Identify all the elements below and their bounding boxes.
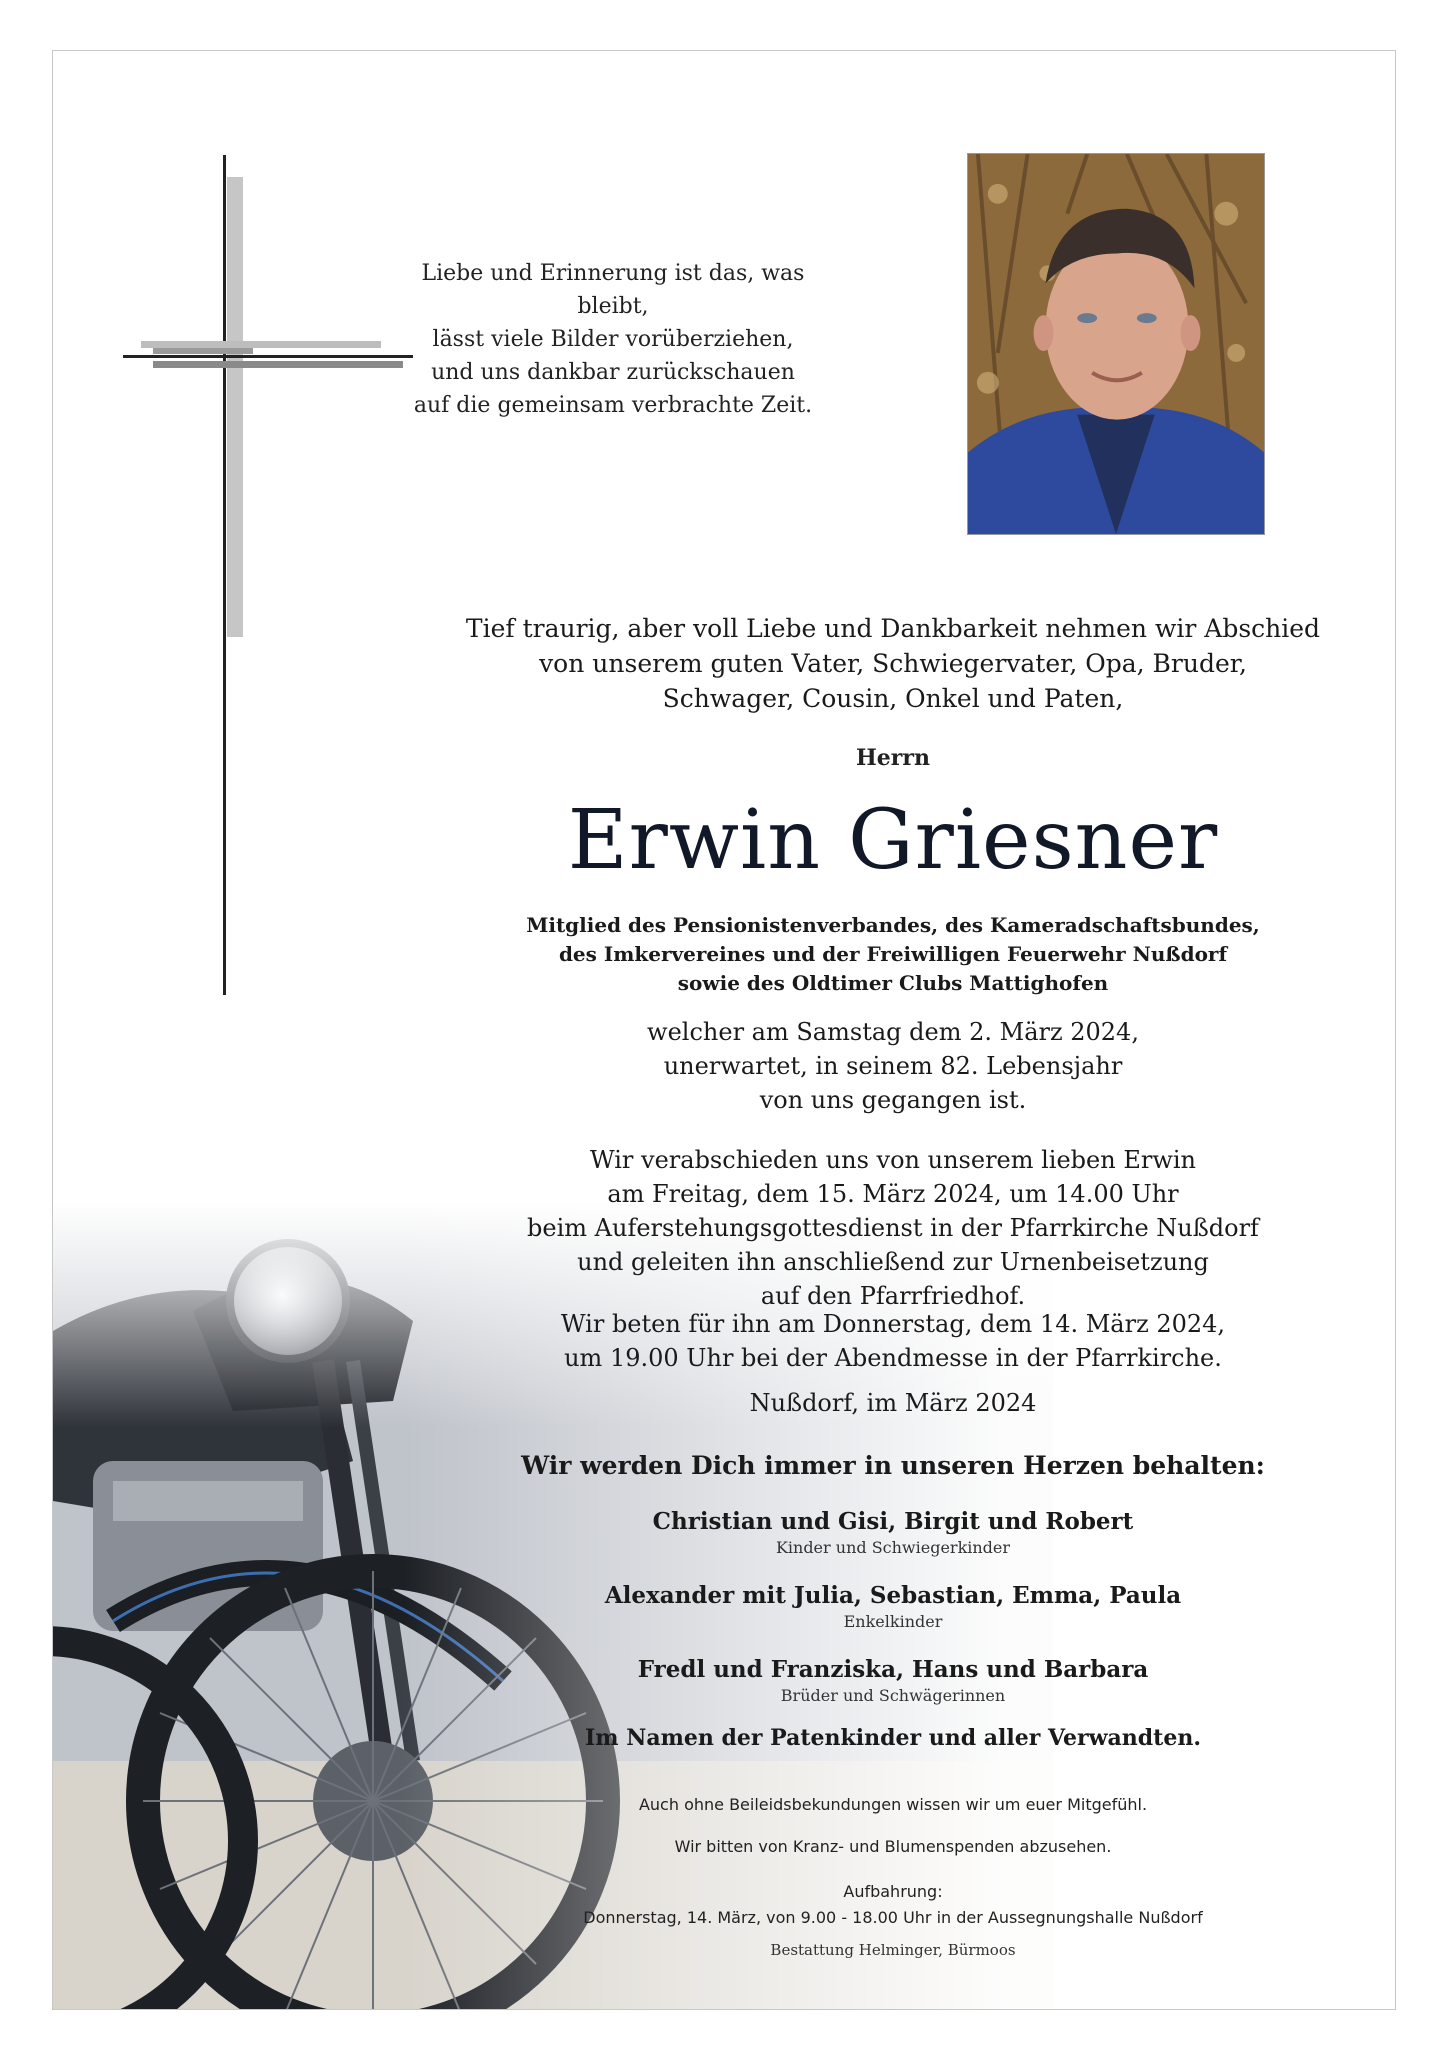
death-line: von uns gegangen ist. — [759, 1086, 1027, 1114]
memorial-quote — [413, 257, 813, 422]
undertaker: Bestattung Helminger, Bürmoos — [770, 1941, 1016, 1959]
death-notice — [463, 1015, 1323, 1117]
quote-line: auf die gemeinsam verbrachte Zeit. — [413, 393, 813, 418]
funeral-line: auf den Pfarrfriedhof. — [760, 1282, 1026, 1310]
family-group — [463, 1655, 1323, 1707]
funeral-line: Wir verabschieden uns von unserem lieben Erwin — [590, 1146, 1196, 1174]
family-relation: Kinder und Schwiegerkinder — [775, 1538, 1011, 1557]
condolence-note: Auch ohne Beileidsbekundungen wissen wir um euer Mitgefühl. — [638, 1795, 1148, 1814]
memberships — [463, 911, 1323, 998]
membership-line: des Imkervereines und der Freiwilligen Feuerwehr Nußdorf — [558, 942, 1228, 966]
funeral-line: am Freitag, dem 15. März 2024, um 14.00 Uhr — [607, 1180, 1179, 1208]
viewing-title: Aufbahrung: — [843, 1882, 943, 1901]
intro-line: Tief traurig, aber voll Liebe und Dankbarkeit nehmen wir Abschied — [465, 614, 1321, 643]
intro-line: Schwager, Cousin, Onkel und Paten, — [662, 684, 1124, 713]
family-names: Alexander mit Julia, Sebastian, Emma, Paula — [604, 1582, 1182, 1609]
intro-line: von unserem guten Vater, Schwiegervater, Opa, Bruder, — [539, 649, 1247, 678]
quote-line: und uns dankbar zurückschauen — [431, 360, 795, 385]
family-names: Christian und Gisi, Birgit und Robert — [652, 1508, 1134, 1535]
family-names: Fredl und Franziska, Hans und Barbara — [637, 1656, 1149, 1683]
place-date: Nußdorf, im März 2024 — [749, 1389, 1037, 1417]
prayer-line: um 19.00 Uhr bei der Abendmesse in der Pfarrkirche. — [564, 1344, 1222, 1372]
membership-line: Mitglied des Pensionistenverbandes, des Kameradschaftsbundes, — [526, 913, 1260, 937]
prayer-line: Wir beten für ihn am Donnerstag, dem 14. März 2024, — [560, 1310, 1226, 1338]
closing-line: Im Namen der Patenkinder und aller Verwandten. — [584, 1725, 1201, 1751]
funeral-line: beim Auferstehungsgottesdienst in der Pfarrkirche Nußdorf — [527, 1214, 1259, 1242]
cross-icon — [123, 155, 413, 995]
viewing-detail: Donnerstag, 14. März, von 9.00 - 18.00 Uhr in der Aussegnungshalle Nußdorf — [583, 1908, 1203, 1927]
family-relation: Brüder und Schwägerinnen — [780, 1686, 1006, 1705]
obituary-card — [52, 50, 1396, 2010]
prayer-details — [463, 1307, 1323, 1375]
family-group — [463, 1581, 1323, 1633]
death-line: welcher am Samstag dem 2. März 2024, — [647, 1018, 1139, 1046]
membership-line: sowie des Oldtimer Clubs Mattighofen — [677, 971, 1109, 995]
salutation: Herrn — [856, 745, 930, 771]
funeral-details — [463, 1143, 1323, 1313]
intro-text — [463, 611, 1323, 716]
quote-line: lässt viele Bilder vorüberziehen, — [432, 327, 794, 352]
viewing-note — [463, 1879, 1323, 1931]
family-relation: Enkelkinder — [843, 1612, 943, 1631]
hearts-heading: Wir werden Dich immer in unseren Herzen behalten: — [521, 1451, 1265, 1480]
quote-line: Liebe und Erinnerung ist das, was bleibt, — [421, 261, 805, 319]
portrait-photo — [967, 153, 1265, 535]
death-line: unerwartet, in seinem 82. Lebensjahr — [663, 1052, 1123, 1080]
flowers-note: Wir bitten von Kranz- und Blumenspenden abzusehen. — [674, 1837, 1112, 1856]
deceased-name: Erwin Griesner — [567, 793, 1219, 888]
funeral-line: und geleiten ihn anschließend zur Urnenbeisetzung — [577, 1248, 1209, 1276]
family-group — [463, 1507, 1323, 1559]
